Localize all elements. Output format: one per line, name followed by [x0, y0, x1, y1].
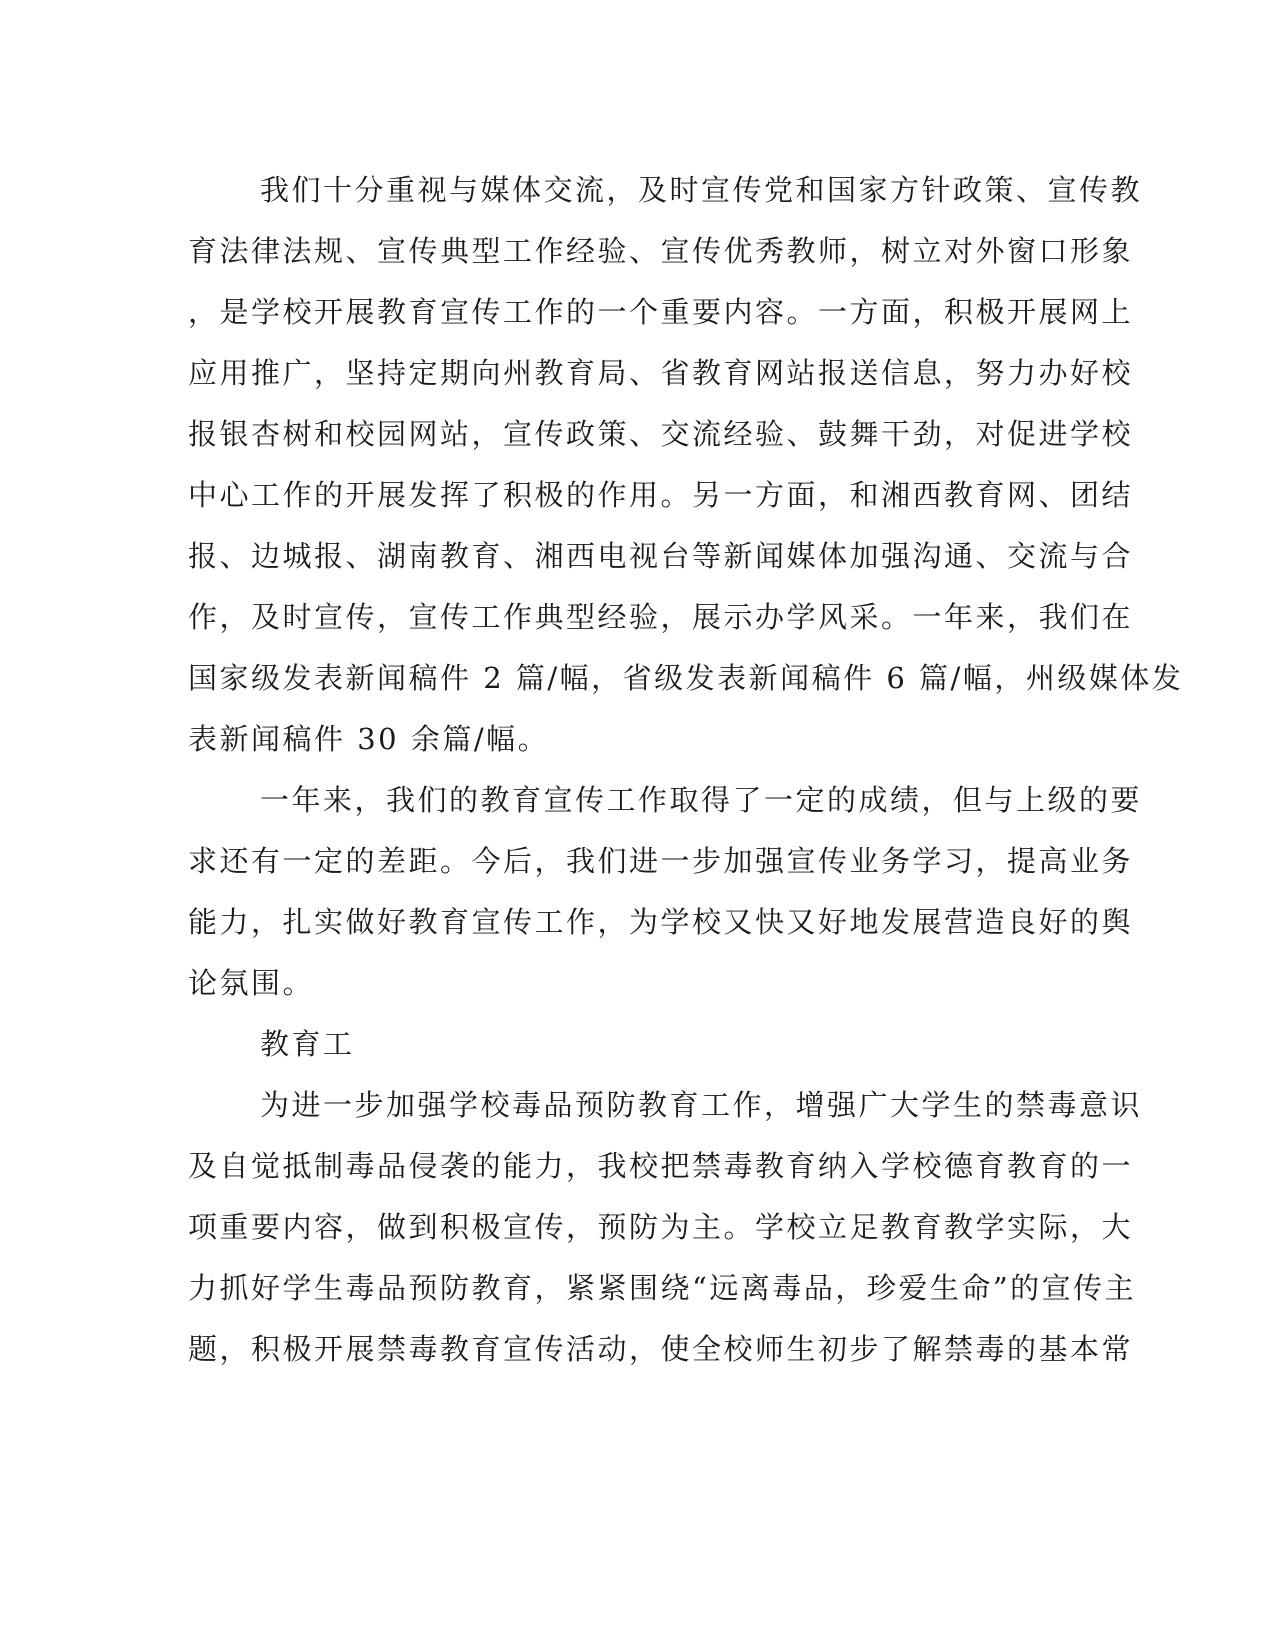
document-body	[188, 160, 1184, 1380]
text-line: 力抓好学生毒品预防教育，紧紧围绕“远离毒品，珍爱生命”的宣传主	[188, 1271, 1137, 1305]
paragraph-summary	[188, 770, 1143, 1014]
text-line: 能力，扎实做好教育宣传工作，为学校又快又好地发展营造良好的舆	[188, 905, 1134, 939]
text-line: 论氛围。	[188, 966, 315, 1000]
text-line: 题，积极开展禁毒教育宣传活动，使全校师生初步了解禁毒的基本常	[188, 1332, 1134, 1366]
text-line: 报、边城报、湖南教育、湘西电视台等新闻媒体加强沟通、交流与合	[188, 539, 1134, 573]
text-line: 求还有一定的差距。今后，我们进一步加强宣传业务学习，提高业务	[188, 844, 1134, 878]
text-line: 表新闻稿件 30 余篇/幅。	[188, 722, 550, 756]
text-line: 报银杏树和校园网站，宣传政策、交流经验、鼓舞干劲，对促进学校	[188, 417, 1134, 451]
text-line: 应用推广，坚持定期向州教育局、省教育网站报送信息，努力办好校	[188, 356, 1134, 390]
text-line: ，是学校开展教育宣传工作的一个重要内容。一方面，积极开展网上	[188, 295, 1134, 329]
text-line: 育法律法规、宣传典型工作经验、宣传优秀教师，树立对外窗口形象	[188, 234, 1134, 268]
paragraph-drug-prevention	[188, 1075, 1143, 1380]
paragraph-media-publicity	[188, 160, 1184, 770]
text-line: 国家级发表新闻稿件 2 篇/幅，省级发表新闻稿件 6 篇/幅，州级媒体发	[188, 661, 1184, 695]
text-line: 及自觉抵制毒品侵袭的能力，我校把禁毒教育纳入学校德育教育的一	[188, 1149, 1134, 1183]
text-line: 为进一步加强学校毒品预防教育工作，增强广大学生的禁毒意识	[260, 1088, 1143, 1122]
text-line: 项重要内容，做到积极宣传，预防为主。学校立足教育教学实际，大	[188, 1210, 1134, 1244]
text-line: 中心工作的开展发挥了积极的作用。另一方面，和湘西教育网、团结	[188, 478, 1134, 512]
text-line: 教育工	[260, 1027, 355, 1061]
text-line: 作，及时宣传，宣传工作典型经验，展示办学风采。一年来，我们在	[188, 600, 1134, 634]
section-heading	[188, 1014, 1068, 1075]
text-line: 一年来，我们的教育宣传工作取得了一定的成绩，但与上级的要	[260, 783, 1143, 817]
text-line: 我们十分重视与媒体交流，及时宣传党和国家方针政策、宣传教	[260, 173, 1143, 207]
